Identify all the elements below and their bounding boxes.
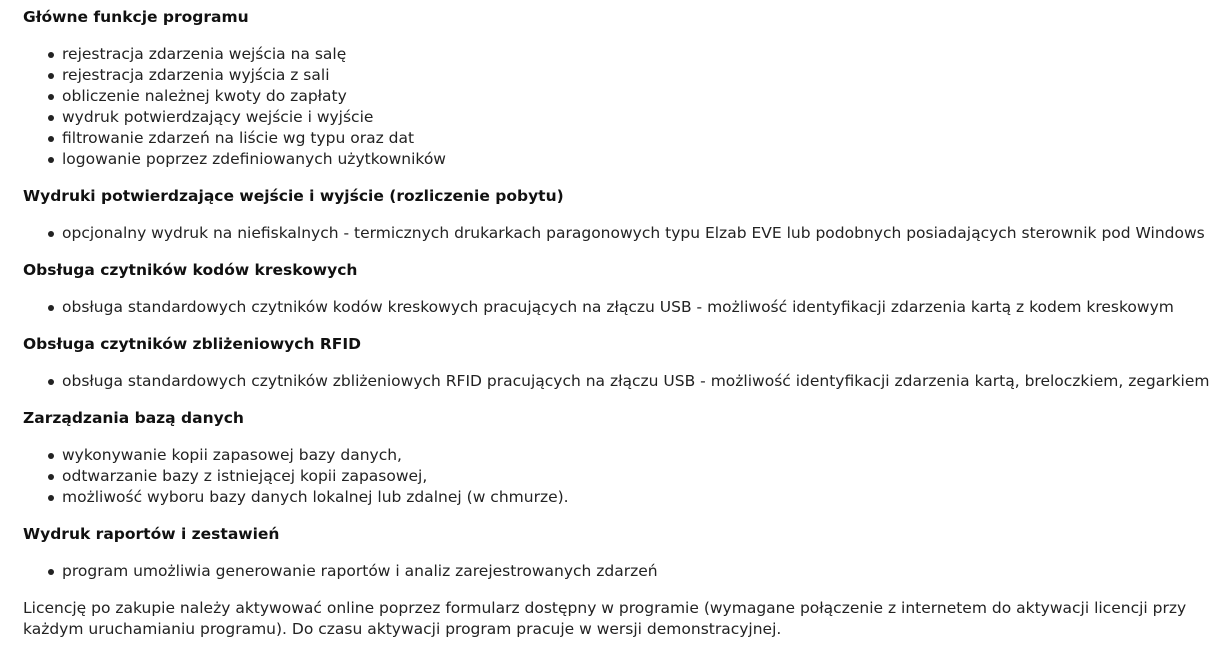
- section-title: Zarządzania bazą danych: [23, 409, 244, 427]
- list-item: możliwość wyboru bazy danych lokalnej lub zdalnej (w chmurze).: [23, 487, 1217, 508]
- list-item: wydruk potwierdzający wejście i wyjście: [23, 107, 1217, 128]
- feature-list: [23, 561, 1217, 582]
- list-item: rejestracja zdarzenia wyjścia z sali: [23, 65, 1217, 86]
- license-note: Licencję po zakupie należy aktywować online poprzez formularz dostępny w programie (wymagane połączenie z internetem do aktywacji licencji przy każdym uruchamianiu programu). Do czasu aktywacji program pracuje w wersji demonstracyjnej.: [23, 599, 1187, 638]
- section-title: Główne funkcje programu: [23, 8, 249, 26]
- list-item: obsługa standardowych czytników kodów kreskowych pracujących na złączu USB - możliwość identyfikacji zdarzenia kartą z kodem kreskowym: [23, 297, 1217, 318]
- list-item: filtrowanie zdarzeń na liście wg typu oraz dat: [23, 128, 1217, 149]
- list-item: rejestracja zdarzenia wejścia na salę: [23, 44, 1217, 65]
- list-item: obsługa standardowych czytników zbliżeniowych RFID pracujących na złączu USB - możliwość identyfikacji zdarzenia kartą, breloczkiem, zegarkiem: [23, 371, 1217, 392]
- feature-list: [23, 223, 1217, 244]
- section-title: Obsługa czytników kodów kreskowych: [23, 261, 358, 279]
- feature-list: [23, 44, 1217, 170]
- list-item: obliczenie należnej kwoty do zapłaty: [23, 86, 1217, 107]
- list-item: logowanie poprzez zdefiniowanych użytkowników: [23, 149, 1217, 170]
- list-item: opcjonalny wydruk na niefiskalnych - termicznych drukarkach paragonowych typu Elzab EVE lub podobnych posiadających sterownik pod Windows: [23, 223, 1217, 244]
- feature-list: [23, 445, 1217, 508]
- list-item: odtwarzanie bazy z istniejącej kopii zapasowej,: [23, 466, 1217, 487]
- feature-list: [23, 371, 1217, 392]
- section-title: Obsługa czytników zbliżeniowych RFID: [23, 335, 362, 353]
- section-title: Wydruki potwierdzające wejście i wyjście (rozliczenie pobytu): [23, 187, 564, 205]
- feature-list: [23, 297, 1217, 318]
- list-item: program umożliwia generowanie raportów i analiz zarejestrowanych zdarzeń: [23, 561, 1217, 582]
- section-title: Wydruk raportów i zestawień: [23, 525, 280, 543]
- list-item: wykonywanie kopii zapasowej bazy danych,: [23, 445, 1217, 466]
